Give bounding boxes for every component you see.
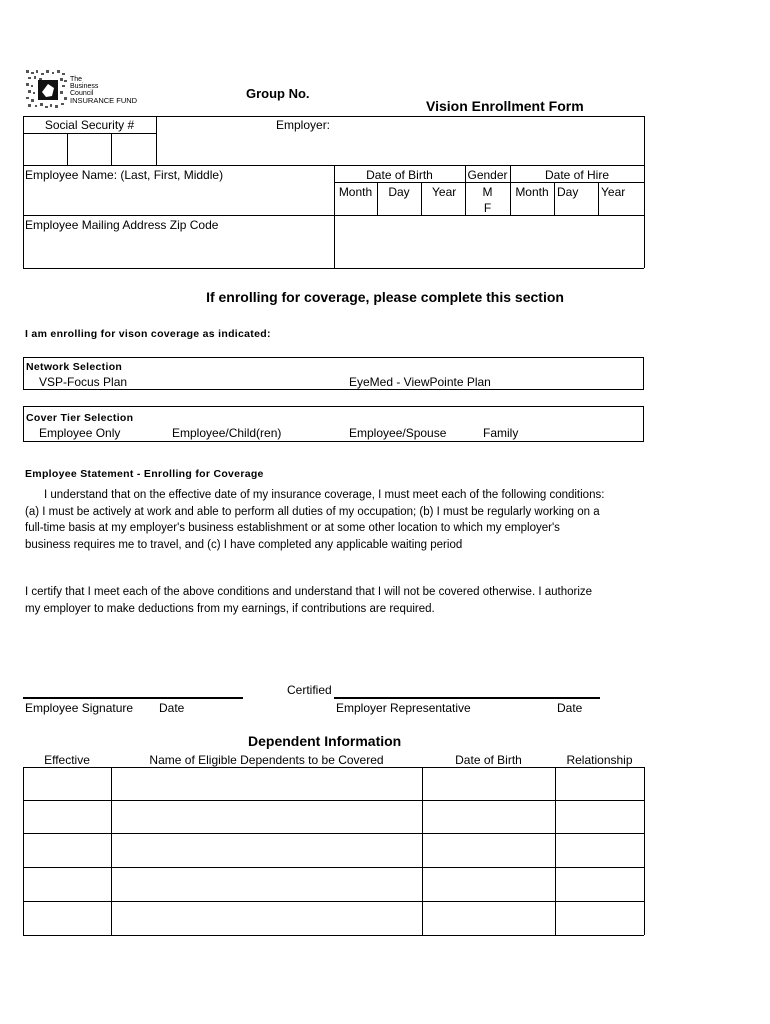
ssn-label: Social Security # xyxy=(44,118,135,132)
tier-option-employee-children[interactable]: Employee/Child(ren) xyxy=(172,426,282,440)
network-option-eyemed[interactable]: EyeMed - ViewPointe Plan xyxy=(349,375,491,389)
table-row[interactable] xyxy=(24,902,644,935)
employer-field[interactable] xyxy=(157,134,644,165)
group-no-label: Group No. xyxy=(246,86,310,101)
tier-option-family[interactable]: Family xyxy=(483,426,519,440)
table-row[interactable] xyxy=(24,801,644,833)
dob-month[interactable]: Month xyxy=(338,185,373,199)
gender-f[interactable]: F xyxy=(483,201,492,215)
coverage-heading: If enrolling for coverage, please complete this section xyxy=(206,289,564,305)
employee-name-field[interactable] xyxy=(24,184,334,215)
network-title: Network Selection xyxy=(26,361,123,373)
logo-line-1: The xyxy=(70,76,83,83)
table-row[interactable] xyxy=(24,868,644,901)
employer-date-label: Date xyxy=(557,701,583,715)
doh-month[interactable]: Month xyxy=(515,185,549,199)
col-effective: Effective xyxy=(44,753,90,767)
form-title: Vision Enrollment Form xyxy=(426,98,584,114)
address-field[interactable] xyxy=(335,216,644,268)
doh-day[interactable]: Day xyxy=(557,185,579,199)
col-name: Name of Eligible Dependents to be Covered xyxy=(149,753,384,767)
employer-signature-line[interactable] xyxy=(334,697,600,699)
table-row[interactable] xyxy=(24,768,644,800)
logo-line-2: Business xyxy=(70,83,99,90)
logo xyxy=(26,70,146,110)
ssn-box-1[interactable] xyxy=(24,134,67,165)
business-council-logo-icon xyxy=(26,70,68,110)
employer-rep-label: Employer Representative xyxy=(336,701,471,715)
logo-line-3: Council xyxy=(70,90,94,97)
address-label: Employee Mailing Address Zip Code xyxy=(25,218,219,232)
ssn-box-3[interactable] xyxy=(112,134,156,165)
statement-title: Employee Statement - Enrolling for Coverage xyxy=(25,468,264,480)
dob-year[interactable]: Year xyxy=(432,185,457,199)
table-row[interactable] xyxy=(24,834,644,867)
dob-label: Date of Birth xyxy=(366,168,433,182)
employee-signature-line[interactable] xyxy=(23,697,243,699)
employee-date-label: Date xyxy=(159,701,185,715)
doh-label: Date of Hire xyxy=(544,168,610,182)
doh-year[interactable]: Year xyxy=(601,185,626,199)
statement-paragraph-2: I certify that I meet each of the above conditions and understand that I will not be covered otherwise. I authorize my employer to make deductions from my earnings, if contributions are required. xyxy=(25,586,593,615)
statement-paragraph-1: I understand that on the effective date of my insurance coverage, I must meet each of the following conditions: (a) I must be actively at work and able to perform all duties of my occupation; (b) I must be regularly working on a full-time basis at my employer's business establishment or at some other location to which my employer's business requires me to travel, and (c) I have completed any applicable waiting period xyxy=(25,489,605,551)
col-relationship: Relationship xyxy=(566,753,633,767)
ssn-box-2[interactable] xyxy=(68,134,111,165)
network-option-vsp[interactable]: VSP-Focus Plan xyxy=(39,375,128,389)
employer-label: Employer: xyxy=(276,118,331,132)
dob-day[interactable]: Day xyxy=(388,185,410,199)
gender-m[interactable]: M xyxy=(482,185,493,199)
logo-line-4: INSURANCE FUND xyxy=(70,96,138,105)
employee-name-label: Employee Name: (Last, First, Middle) xyxy=(25,168,224,182)
certified-label: Certified xyxy=(287,683,332,697)
employee-signature-label: Employee Signature xyxy=(25,701,134,715)
col-dob: Date of Birth xyxy=(455,753,522,767)
tier-option-employee-only[interactable]: Employee Only xyxy=(39,426,121,440)
gender-label: Gender xyxy=(467,168,508,182)
dependents-title: Dependent Information xyxy=(248,733,402,749)
tier-title: Cover Tier Selection xyxy=(26,412,134,424)
coverage-intro: I am enrolling for vison coverage as indicated: xyxy=(25,328,271,340)
tier-option-employee-spouse[interactable]: Employee/Spouse xyxy=(349,426,447,440)
